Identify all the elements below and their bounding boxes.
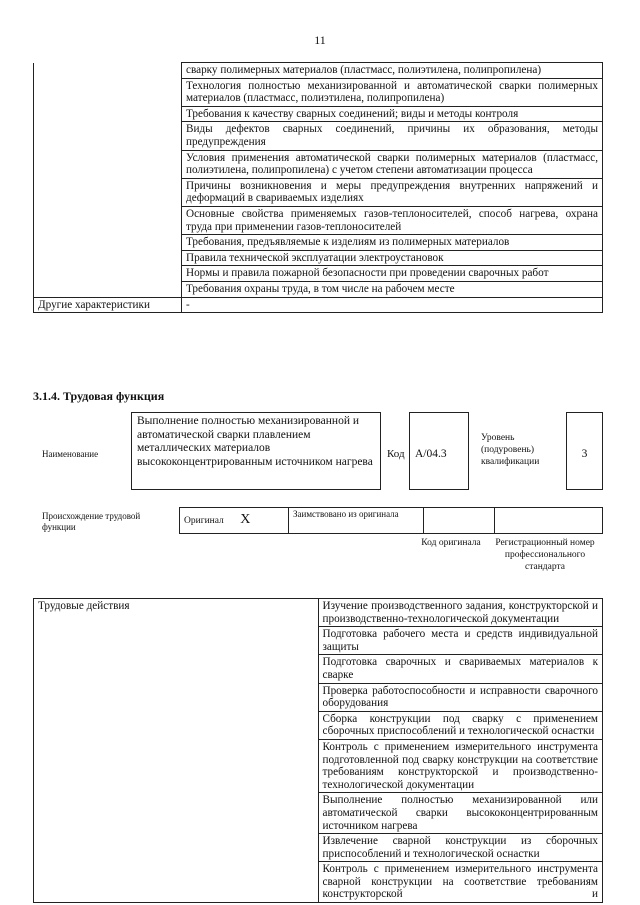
page-number: 11 <box>314 33 326 47</box>
origin-label: Происхождение трудовой функции <box>42 511 141 532</box>
row-label <box>34 235 182 251</box>
row-label <box>34 266 182 282</box>
row-text: Виды дефектов сварных соединений, причины их образования, методы предупреждения <box>182 122 603 150</box>
row-text: Основные свойства применяемых газов-теплоносителей, способ нагрева, охрана труда при применении газов-теплоносителей <box>182 206 603 234</box>
action-item: Сборка конструкции под сварку с применением сборочных приспособлений и технологической оснастки <box>318 711 603 739</box>
row-label <box>34 106 182 122</box>
table-row <box>34 106 603 122</box>
action-item: Подготовка сварочных и свариваемых материалов к сварке <box>318 655 603 683</box>
action-row <box>34 599 603 627</box>
row-label <box>34 178 182 206</box>
reg-number-cell <box>495 508 603 534</box>
table-row <box>34 235 603 251</box>
action-item: Проверка работоспособности и исправности сварочного оборудования <box>318 683 603 711</box>
level-value: 3 <box>581 448 588 460</box>
knowledge-table <box>33 62 603 313</box>
row-label <box>34 250 182 266</box>
code-original-cell <box>424 508 495 534</box>
table-row <box>34 206 603 234</box>
table-row <box>34 78 603 106</box>
row-text: Причины возникновения и меры предупреждения внутренних напряжений и деформаций в свариваемых изделиях <box>182 178 603 206</box>
section-heading: 3.1.4. Трудовая функция <box>33 389 165 403</box>
level-label: Уровень (подуровень) квалификации <box>481 433 540 467</box>
row-text: Технология полностью механизированной и автоматической сварки полимерных материалов (пластмасс, полиэтилена, полипропилена) <box>182 78 603 106</box>
table-row <box>34 122 603 150</box>
row-label <box>34 122 182 150</box>
action-item: Контроль с применением измерительного инструмента сварной конструкции на соответствие требованиям конструкторской и <box>318 862 603 903</box>
table-row <box>34 178 603 206</box>
table-row <box>34 150 603 178</box>
row-text: Нормы и правила пожарной безопасности при проведении сварочных работ <box>182 266 603 282</box>
table-row <box>34 297 603 313</box>
row-label <box>34 78 182 106</box>
row-text: - <box>182 297 603 313</box>
action-item: Контроль с применением измерительного инструмента подготовленной под сварку конструкции на соответствие требованиям конструкторской и производственно-технологической документации <box>318 739 603 792</box>
name-value-box <box>131 412 381 490</box>
row-text: Требования охраны труда, в том числе на рабочем месте <box>182 281 603 297</box>
code-value-box <box>409 412 469 490</box>
reg-number-caption: Регистрационный номер профессионального стандарта <box>495 538 595 572</box>
original-label: Оригинал <box>184 515 224 526</box>
row-label <box>34 206 182 234</box>
labor-actions-table <box>33 598 603 903</box>
row-text: Требования к качеству сварных соединений; виды и методы контроля <box>182 106 603 122</box>
action-item: Изучение производственного задания, конструкторской и производственно-технологической документации <box>318 599 603 627</box>
table-row <box>34 281 603 297</box>
original-mark: X <box>240 511 251 527</box>
name-value: Выполнение полностью механизированной и автоматической сварки плавлением металлических материалов высококонцентрированным источником нагрева <box>137 415 373 468</box>
table-row <box>34 250 603 266</box>
row-text: Требования, предъявляемые к изделиям из полимерных материалов <box>182 235 603 251</box>
origin-table <box>179 507 603 534</box>
code-original-caption: Код оригинала <box>421 538 481 548</box>
name-label: Наименование <box>42 449 99 459</box>
actions-label: Трудовые действия <box>34 599 319 903</box>
row-label <box>34 150 182 178</box>
row-label: Другие характеристики <box>34 297 182 313</box>
row-label <box>34 281 182 297</box>
action-item: Извлечение сварной конструкции из сборочных приспособлений и технологической оснастки <box>318 834 603 862</box>
code-label: Код <box>387 448 405 460</box>
table-row <box>34 266 603 282</box>
table-row <box>34 63 603 79</box>
code-value: А/04.3 <box>415 448 447 460</box>
row-label <box>34 63 182 79</box>
borrowed-cell <box>289 508 424 534</box>
row-text: Условия применения автоматической сварки полимерных материалов (пластмасс, полиэтилена, полипропилена) с учетом степени автоматизации процесса <box>182 150 603 178</box>
action-item: Подготовка рабочего места и средств индивидуальной защиты <box>318 627 603 655</box>
borrowed-label: Заимствовано из оригинала <box>293 509 399 519</box>
origin-original-cell <box>180 508 289 534</box>
level-value-box <box>566 412 603 490</box>
action-item: Выполнение полностью механизированной или автоматической сварки высококонцентрированным источником нагрева <box>318 793 603 834</box>
row-text: Правила технической эксплуатации электроустановок <box>182 250 603 266</box>
row-text: сварку полимерных материалов (пластмасс, полиэтилена, полипропилена) <box>182 63 603 79</box>
